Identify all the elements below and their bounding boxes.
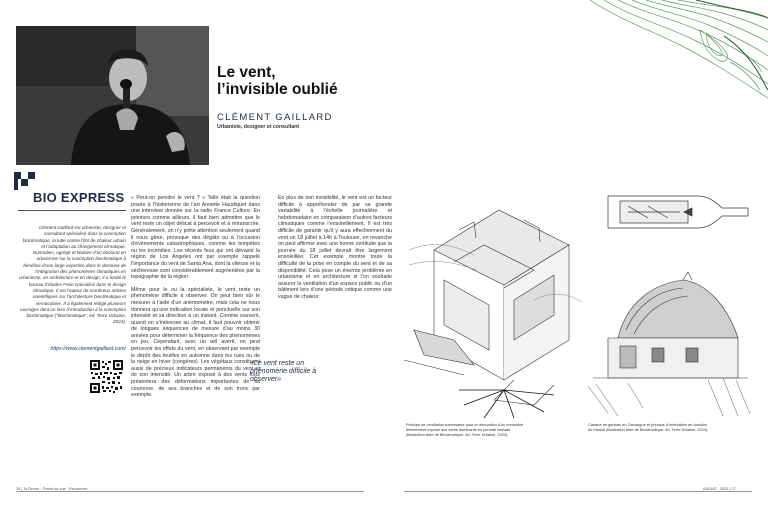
bio-text: Clément Gaillard est urbaniste, designer et consultant spécialisé dans la conception bioclimatique, la lutte contre l’îlot de chaleur urbain et l’adaptation au changement climatique. Normalien, agrégé et titulaire d’un doctorat en urbanisme sur la conception bioclimatique à bénéfice d’une large expertise dans le domaine de l’intégration des phénomènes climatiques en urbanisme, en architecture et en design. Il a fondé le bureau d’études Freio spécialisé dans le design climatique. Il est l’auteur de nombreux articles scientifiques sur l’architecture bioclimatique et vernaculaire. Il a également rédigé plusieurs ouvrages dont un livre d’introduction à la conception bioclimatique (“Bioclimatique”, éd. Terre Urbaine, 2024).	[19, 225, 126, 325]
pull-quote: «Le vent reste un phénomène difficile à observer»	[250, 360, 317, 383]
paragraph: En plus de son invisibilité, le vent est un facteur difficile à appréhender de par sa grande variabilité à l’échelle journalière et hebdomadaire en comparaison d’autres facteurs climatiques comme l’ensoleillement. Il est très difficile de garantir qu’il y aura effectivement du vent un 18 juillet à 14h à Toulouse, en revanche on peut affirmer avec une bonne certitude que la journée du 18 juillet devrait être largement ensoleillée. Cet exemple montre toute la difficulté de la prise en compte du vent et de sa disponibilité. Cela pose un énorme problème en urbanisme et en architecture si l’on souhaite assurer la ventilation d’un espace public ou d’un bâtiment lors d’une période critique comme une vague de chaleur.	[278, 195, 392, 300]
footer-rule-left	[16, 491, 364, 492]
article-column-2	[278, 195, 392, 301]
article-column-1	[131, 195, 260, 399]
topographic-contour-decoration	[580, 0, 768, 102]
figure-caption-cabin: Cabane de gardian en Camargue et principe d’orientation en fonction du mistral (illustration tirée de Bioclimatique, éd. Terre Urbaine, 2024).	[588, 422, 709, 432]
paragraph: « Peut-on peindre le vent ? » Telle était la question posée à l’historienne de l’art Annette Haudiquet dans une interview donnée sur la radio France Culture. En peinture comme ailleurs, il faut bien admettre que le vent reste un objet délicat à percevoir et à retranscrire. Généralement, on n’y prête attention seulement quand il nous gêne, provoque des dégâts ou à l’occasion d’événements catastrophiques, comme les tempêtes ou les incendies. Les récents feux qui ont dévasté la région de Los Angeles ont par exemple rappelé l’importance du vent de Santa Ana, dont la vitesse et la sécheresse sont considérablement augmentées par la topographie de la région.	[131, 195, 260, 281]
footer-right: AUDIAT · 2025 | 27	[700, 487, 736, 491]
qr-code[interactable]	[90, 360, 123, 393]
author-photo	[16, 26, 209, 165]
footer-rule-right	[404, 491, 752, 492]
ventilation-building-illustration	[404, 190, 584, 420]
article-title-line2: l’invisible oublié	[217, 81, 338, 98]
article-title	[217, 64, 338, 98]
article-title-line1: Le vent,	[217, 64, 276, 81]
gardian-cabin-illustration	[588, 268, 753, 418]
bio-express-logo-icon	[14, 172, 36, 190]
bio-express-heading: BIO EXPRESS	[33, 190, 125, 205]
mistral-orientation-illustration	[588, 186, 753, 281]
author-name: CLÉMENT GAILLARD	[217, 112, 333, 123]
footer-left: 26 | Ta Revue · Points de vue · Recherche	[16, 487, 90, 491]
figure-caption-ventilation: Principe de ventilation traversante pour la rénovation d’un immeuble directement exposé aux vents dominants en période estivale (illustration tirée de Bioclimatique, éd. Terre Urbaine, 2024).	[406, 422, 524, 437]
author-website-link[interactable]: https://www.clementgaillard.com/	[50, 346, 126, 352]
paragraph: Même pour le ou la spécialiste, le vent reste un phénomène difficile à observer. On peut bien sûr le mesurer à l’aide d’un anémomètre, mais cela ne nous donnera qu’une indication locale et ponctuelle sur son intensité et sa direction à un instant. Comme souvent, quand on s’intéresse au climat, il faut pouvoir obtenir de longues séquences de mesure d’au moins 30 années pour déterminer la fréquence des phénomènes en jeu. Cependant, avec un œil averti, on peut percevoir les effets du vent, en observant par exemple le dépôt des feuilles en automne dans les rues ou de la neige en hiver (congères). Les végétaux constituent aussi de précieux indicateurs permanents du vent et de son intensité. Un arbre exposé à des vents forts présentera des déformations importantes de sa couronne, de ses branches et de son tronc par exemple.	[131, 286, 260, 399]
author-role: Urbaniste, designer et consultant	[217, 124, 300, 130]
bio-divider	[18, 210, 126, 211]
